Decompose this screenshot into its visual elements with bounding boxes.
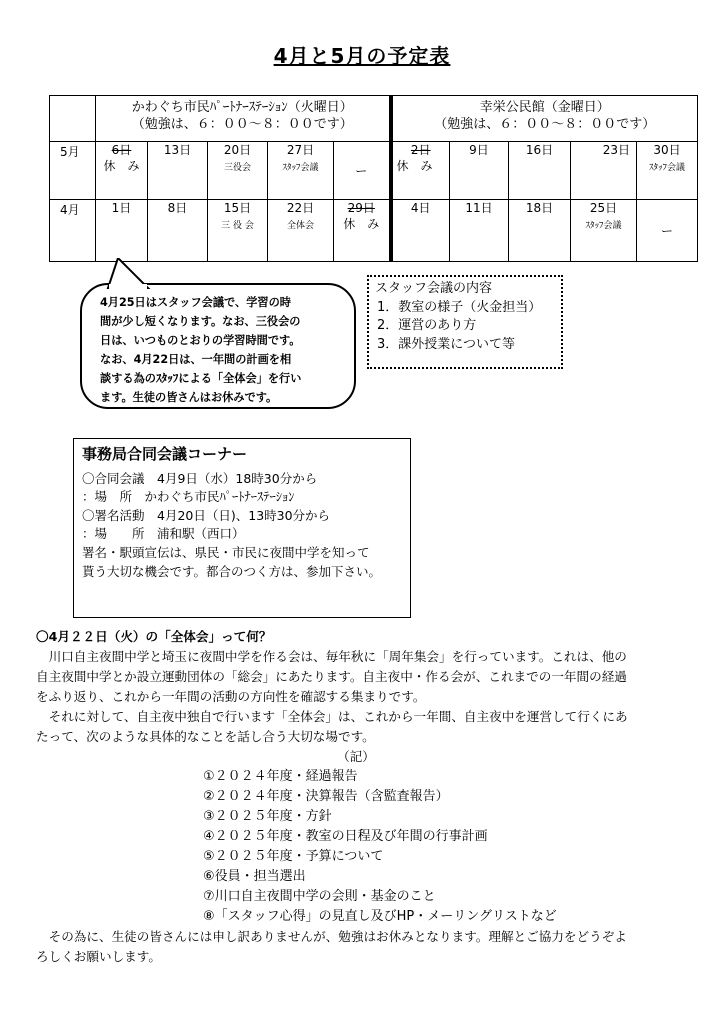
agenda-item: ④２０２５年度・教室の日程及び年間の行事計画 — [203, 829, 488, 844]
cell-note: 三 役 会 — [221, 221, 254, 231]
date-text: 4日 — [410, 201, 431, 215]
office-line: 貰う大切な機会です。都合のつく方は、参加下さい。 — [82, 563, 382, 579]
date-text: 15日 — [223, 201, 252, 215]
date-cell — [96, 200, 148, 262]
venue1-hours: （勉強は、６：００～８：００です） — [131, 117, 353, 132]
date-cell — [450, 142, 509, 200]
staff-meeting-heading: スタッフ会議の内容 — [375, 281, 493, 296]
office-corner-box — [73, 438, 411, 618]
date-cell — [334, 142, 391, 200]
date-cell — [571, 200, 637, 262]
cell-note: 全体会 — [286, 221, 314, 231]
bubble-line: なお、4月22日は、一年間の計画を相 — [100, 353, 292, 366]
office-line: 〇署名活動 4月20日（日)、13時30分から — [82, 507, 331, 523]
article-line: その為に、生徒の皆さんには申し訳ありませんが、勉強はお休みとなります。理解とご協力をどうぞよ — [36, 929, 627, 944]
agenda-item: ②２０２４年度・決算報告（含監査報告） — [203, 789, 449, 804]
date-text: 27日 — [286, 143, 315, 157]
date-text: 1日 — [111, 201, 132, 215]
cell-note: ｽﾀｯﾌ会議 — [282, 163, 319, 173]
cell-note: ｽﾀｯﾌ会議 — [648, 163, 685, 173]
date-text: 23日 — [602, 143, 630, 157]
agenda-item: ⑦川口自主夜間中学の会則・基金のこと — [203, 889, 436, 904]
date-cell — [148, 200, 208, 262]
venue1-name: かわぐち市民ﾊﾟｰﾄﾅｰｽﾃｰｼｮﾝ（火曜日） — [131, 100, 353, 115]
cell-note: ー — [660, 223, 673, 238]
article-line: をふり返り、これから一年間の活動の方向性を確認する集まりです。 — [36, 689, 426, 704]
date-cell — [391, 142, 450, 200]
date-cell — [268, 200, 334, 262]
date-cell — [509, 142, 571, 200]
month-label: 4月 — [50, 200, 96, 262]
article-question: 〇4月２２日（火）の「全体会」って何？ — [36, 629, 272, 644]
office-line: ：場 所 かわぐち市民ﾊﾟｰﾄﾅｰｽﾃｰｼｮﾝ — [82, 489, 295, 505]
date-text: 16日 — [525, 143, 554, 157]
date-cell — [334, 200, 391, 262]
schedule-row-may — [50, 142, 698, 200]
bubble-line: ます。生徒の皆さんはお休みです。 — [100, 391, 278, 404]
agenda-item: ③２０２５年度・方針 — [203, 809, 332, 824]
date-text: 2日 — [410, 143, 431, 157]
cell-note: 休 み — [396, 159, 433, 173]
bubble-tail — [88, 258, 158, 298]
date-cell — [509, 200, 571, 262]
date-text: 11日 — [465, 201, 493, 215]
cell-note: 休 み — [103, 159, 140, 173]
venue2-hours: （勉強は、６：００～８：００です） — [434, 117, 656, 132]
bubble-line: 4月25日はスタッフ会議で、学習の時 — [100, 296, 291, 309]
date-cell — [148, 142, 208, 200]
venue2-name: 幸栄公民館（金曜日） — [479, 100, 610, 115]
cell-note: 休 み — [343, 217, 380, 231]
article-line: 自主夜間中学とか設立運動団体の「総会」にあたります。自主夜中・作る会が、これまでの一年間の経過 — [36, 669, 627, 684]
date-cell — [391, 200, 450, 262]
date-text: 30日 — [653, 143, 681, 157]
month-label: 5月 — [50, 142, 96, 200]
office-line: ：場 所 浦和駅（西口） — [82, 526, 245, 542]
staff-meeting-item: 2．運営のあり方 — [377, 318, 477, 333]
notice-bubble — [80, 283, 356, 409]
date-cell — [96, 142, 148, 200]
date-cell — [208, 200, 268, 262]
office-line: 署名・駅頭宣伝は、県民・市民に夜間中学を知って — [82, 544, 370, 560]
date-text: 8日 — [167, 201, 188, 215]
cell-note: 三役会 — [223, 163, 251, 173]
office-line: 〇合同会議 4月9日（水）18時30分から — [82, 470, 318, 486]
bubble-line: 間が少し短くなります。なお、三役会の — [100, 315, 301, 328]
date-text: 22日 — [286, 201, 315, 215]
article-line: たって、次のような具体的なことを話し合う大切な場です。 — [36, 729, 375, 744]
date-text: 18日 — [525, 201, 554, 215]
date-cell — [208, 142, 268, 200]
date-cell — [637, 200, 698, 262]
page-title: 4月と5月の予定表 — [273, 44, 451, 68]
date-cell — [268, 142, 334, 200]
agenda-item: ⑥役員・担当選出 — [203, 869, 306, 884]
venue-header-row — [50, 96, 698, 142]
date-text: 25日 — [589, 201, 618, 215]
article-line: ろしくお願いします。 — [36, 949, 161, 964]
bubble-line: 談する為のｽﾀｯﾌによる「全体会」を行い — [100, 372, 302, 385]
ki-label: （記） — [337, 749, 375, 764]
date-text: 6日 — [111, 143, 132, 157]
schedule-table — [49, 95, 698, 262]
staff-meeting-item: 1．教室の様子（火金担当） — [377, 299, 542, 315]
schedule-row-april — [50, 200, 698, 262]
date-cell — [450, 200, 509, 262]
article-line: それに対して、自主夜中独自で行います「全体会」は、これから一年間、自主夜中を運営して行くにあ — [36, 709, 628, 724]
date-cell — [637, 142, 698, 200]
agenda-item: ⑧「スタッフ心得」の見直し及びHP・メーリングリストなど — [203, 909, 557, 924]
date-text: 20日 — [223, 143, 252, 157]
date-text: 9日 — [469, 143, 489, 157]
cell-note: ｽﾀｯﾌ会議 — [585, 221, 622, 231]
agenda-list — [203, 767, 623, 927]
bubble-line: 日は、いつものとおりの学習時間です。 — [100, 334, 301, 347]
date-cell — [571, 142, 637, 200]
staff-meeting-box — [367, 275, 563, 369]
article-line: 川口自主夜間中学と埼玉に夜間中学を作る会は、毎年秋に「周年集会」を行っています。これは、他の — [36, 649, 627, 664]
date-text: 29日 — [347, 201, 375, 215]
agenda-item: ①２０２４年度・経過報告 — [203, 769, 358, 784]
staff-meeting-item: 3．課外授業について等 — [377, 336, 516, 352]
cell-note: ー — [355, 163, 368, 178]
venue1-header — [96, 96, 391, 142]
office-corner-heading: 事務局合同会議コーナー — [82, 445, 248, 463]
agenda-item: ⑤２０２５年度・予算について — [203, 849, 384, 864]
venue2-header — [391, 96, 698, 142]
date-text: 13日 — [163, 143, 192, 157]
header-corner — [50, 96, 96, 142]
